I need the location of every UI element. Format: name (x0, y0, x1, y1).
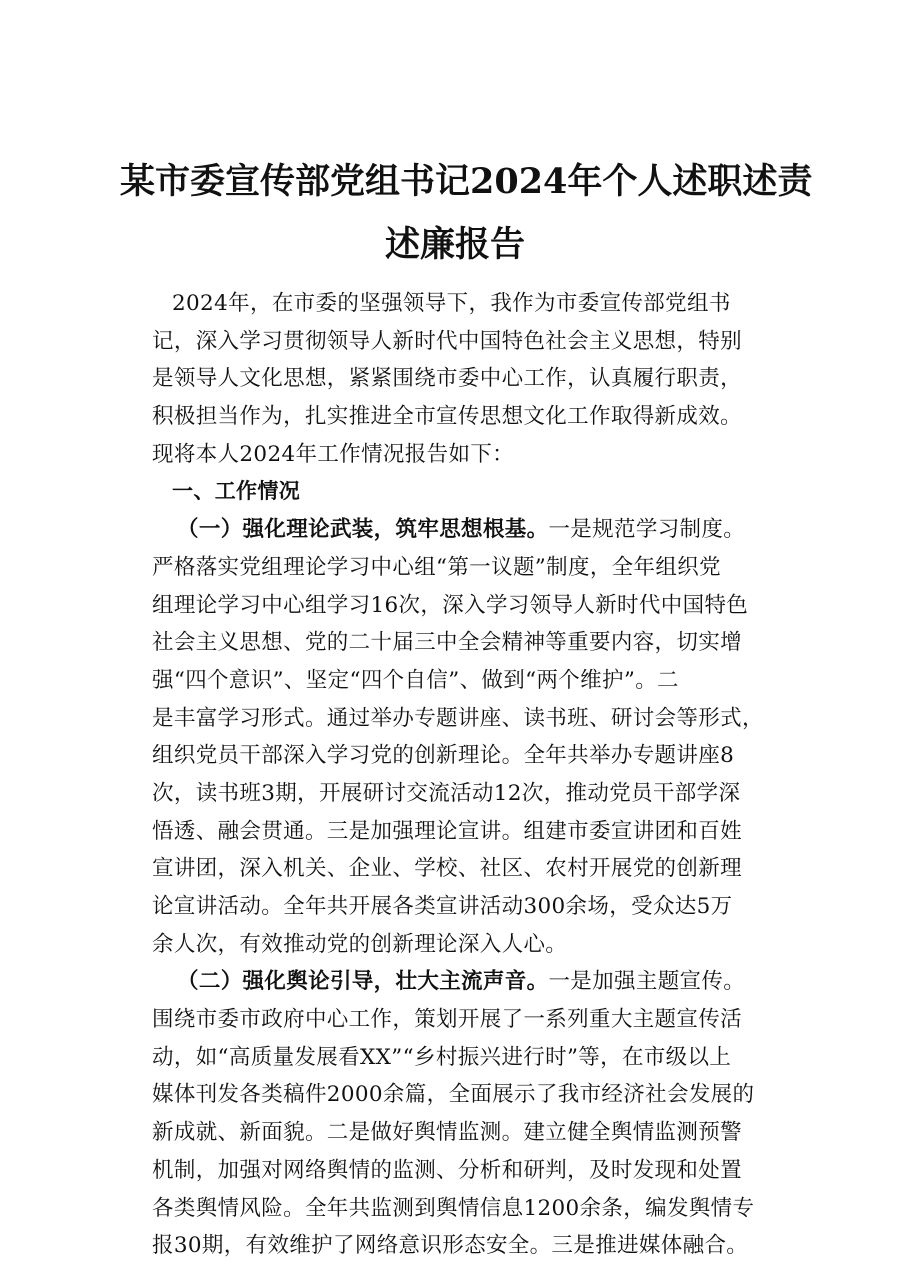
section-heading (152, 473, 812, 511)
text-run: 悟透、融会贯通。三是加强理论宣讲。组建市委宣讲团和百姓 (152, 818, 742, 844)
text-run: 严格落实党组理论学习中心组“第一议题”制度，全年组织党 (152, 554, 721, 580)
text-run: 一是规范学习制度。 (548, 517, 746, 543)
text-run: 次，读书班3期，开展研讨交流活动12次，推动党员干部学深 (152, 780, 741, 806)
text-line (152, 850, 812, 888)
text-run: 各类舆情风险。全年共监测到舆情信息1200余条，编发舆情专 (152, 1195, 755, 1221)
text-run: 积极担当作为，扎实推进全市宣传思想文化工作取得新成效。 (152, 404, 742, 430)
document-title-line-1: 某市委宣传部党组书记2024年个人述职述责 (120, 161, 813, 202)
text-line (152, 775, 812, 813)
text-line (152, 323, 812, 361)
text-run: 动，如“高质量发展看XX”“乡村振兴进行时”等，在市级以上 (152, 1044, 732, 1070)
text-line (152, 587, 812, 625)
document-title-line-2: 述廉报告 (384, 224, 525, 265)
text-run: 一是加强主题宣传。 (548, 969, 746, 995)
text-line (152, 624, 812, 662)
text-run: 现将本人2024年工作情况报告如下： (152, 441, 515, 467)
text-run: 报30期，有效维护了网络意识形态安全。三是推进媒体融合。 (152, 1233, 749, 1259)
text-line (152, 398, 812, 436)
text-line (152, 436, 812, 474)
text-line (152, 737, 812, 775)
bold-phrase: （二）强化舆论引导，壮大主流声音。 (177, 969, 549, 995)
text-line (152, 700, 812, 738)
text-line (152, 1001, 812, 1039)
document-body (152, 285, 812, 1265)
text-run: 余人次，有效推动党的创新理论深入人心。 (152, 931, 568, 957)
text-line (152, 511, 812, 549)
text-run: 机制，加强对网络舆情的监测、分析和研判，及时发现和处置 (152, 1157, 742, 1183)
text-run: 组织党员干部深入学习党的创新理论。全年共举办专题讲座8 (152, 743, 735, 769)
text-run: 是丰富学习形式。通过举办专题讲座、读书班、研讨会等形式， (152, 705, 764, 731)
text-run: 围绕市委市政府中心工作，策划开展了一系列重大主题宣传活 (152, 1007, 742, 1033)
text-line (152, 1114, 812, 1152)
text-run: 社会主义思想、党的二十届三中全会精神等重要内容，切实增 (152, 630, 742, 656)
text-run: 记，深入学习贯彻领导人新时代中国特色社会主义思想，特别 (152, 328, 742, 354)
text-run: 新成就、新面貌。二是做好舆情监测。建立健全舆情监测预警 (152, 1120, 742, 1146)
text-line (152, 285, 812, 323)
text-line (152, 926, 812, 964)
text-line (152, 1076, 812, 1114)
text-line (152, 963, 812, 1001)
text-run: 是领导人文化思想，紧紧围绕市委中心工作，认真履行职责， (152, 366, 742, 392)
text-line (152, 1190, 812, 1228)
text-line (152, 662, 812, 700)
text-line (152, 1039, 812, 1077)
text-run: 一、工作情况 (172, 479, 301, 504)
text-line (152, 813, 812, 851)
bold-phrase: （一）强化理论武装，筑牢思想根基。 (177, 517, 549, 543)
text-run: 论宣讲活动。全年共开展各类宣讲活动300余场，受众达5万 (152, 894, 733, 919)
text-line (152, 360, 812, 398)
text-line (152, 888, 812, 926)
text-line (152, 1152, 812, 1190)
text-run: 2024年，在市委的坚强领导下，我作为市委宣传部党组书 (172, 291, 731, 316)
text-run: 媒体刊发各类稿件2000余篇，全面展示了我市经济社会发展的 (152, 1082, 755, 1108)
text-line (152, 1227, 812, 1265)
text-line (152, 549, 812, 587)
text-run: 宣讲团，深入机关、企业、学校、社区、农村开展党的创新理 (152, 856, 742, 882)
text-run: 强“四个意识”、坚定“四个自信”、做到“两个维护”。二 (152, 667, 679, 693)
text-run: 组理论学习中心组学习16次，深入学习领导人新时代中国特色 (152, 592, 749, 618)
